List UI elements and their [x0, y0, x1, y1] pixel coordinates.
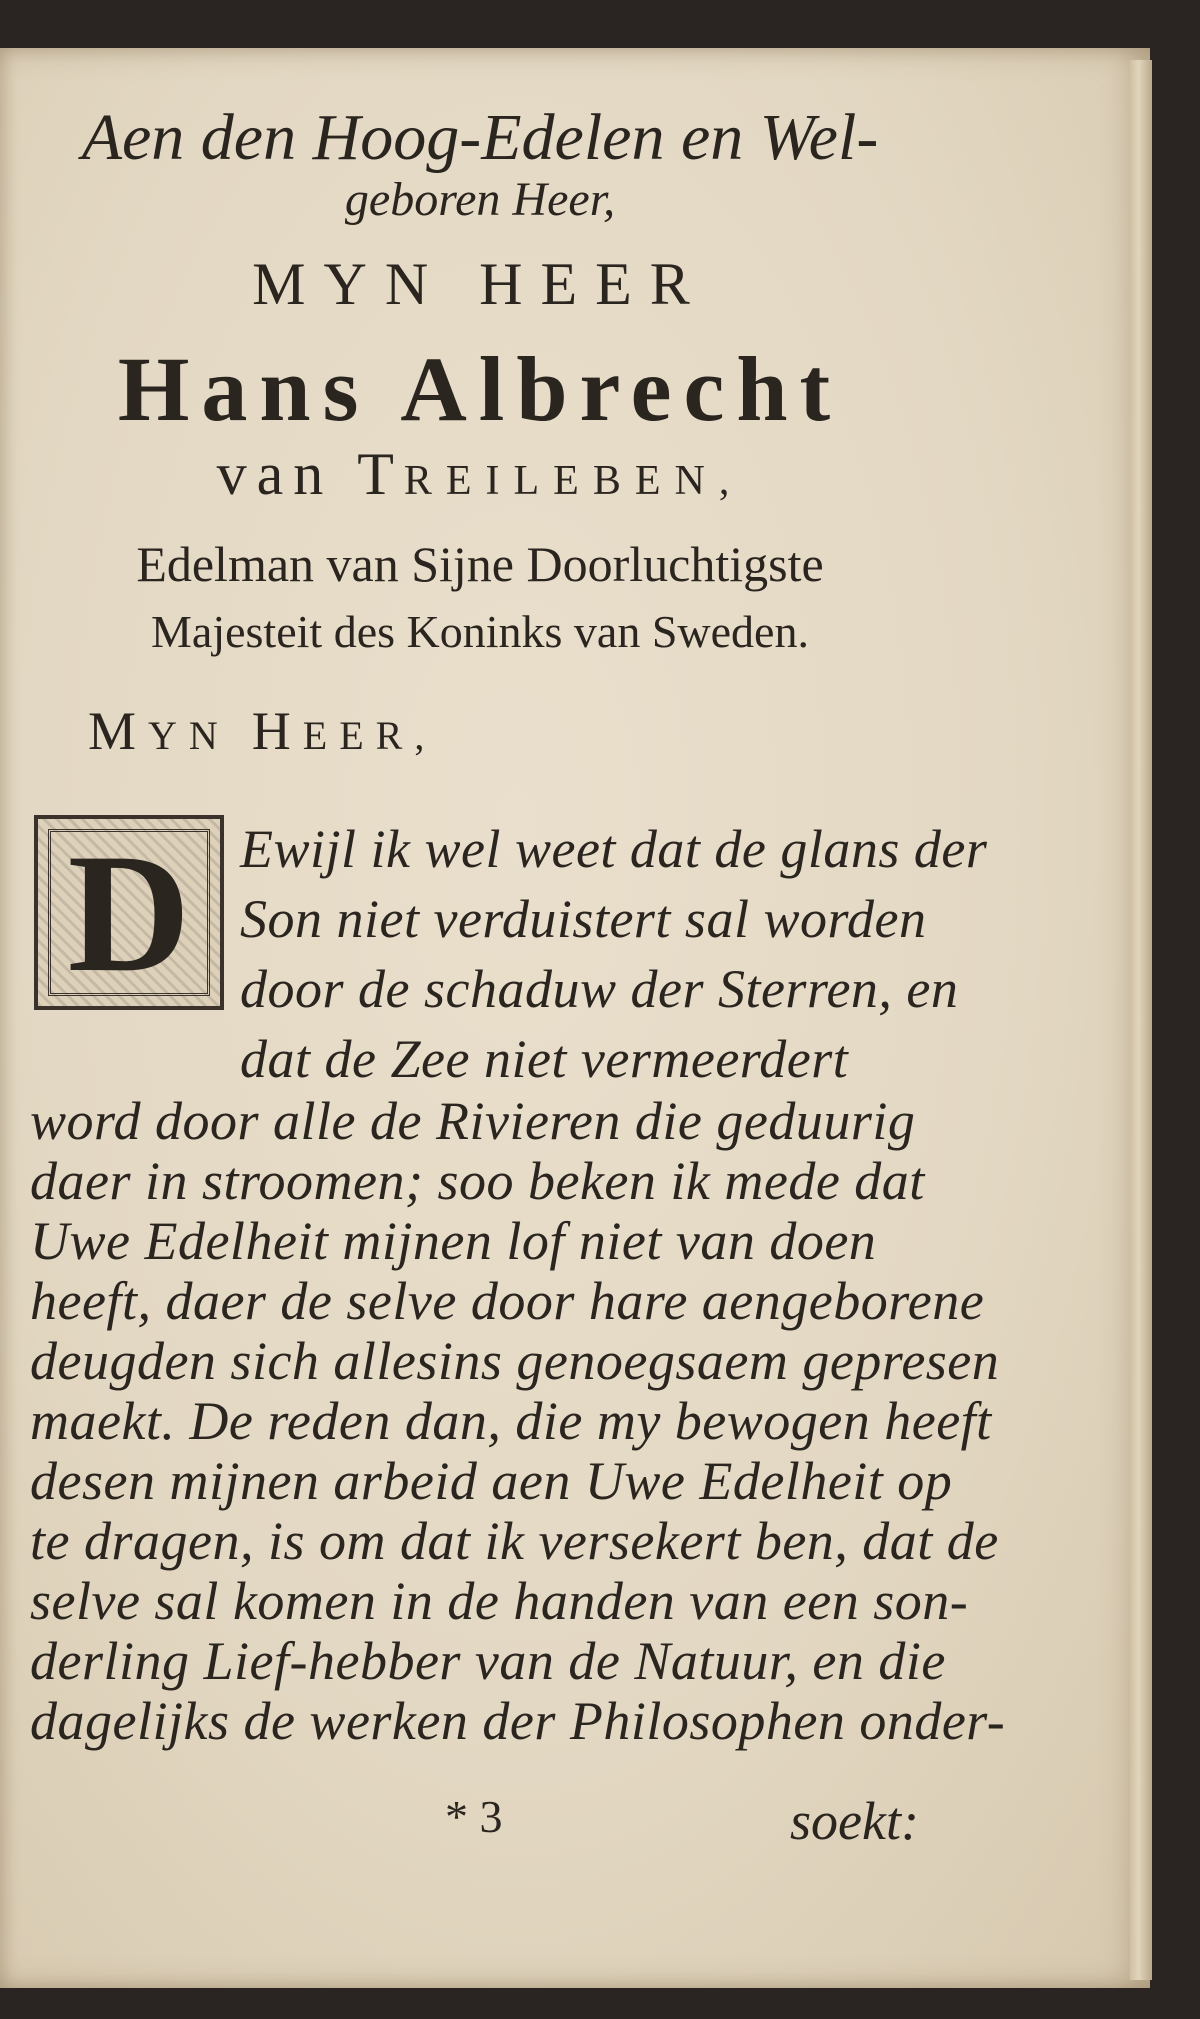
- body-line-2: Son niet verduistert sal worden: [240, 889, 927, 949]
- salutation: [88, 700, 436, 762]
- catchword: soekt:: [790, 1791, 919, 1851]
- drop-cap-letter: D: [67, 818, 191, 1007]
- name-heading: Hans Albrecht: [117, 338, 843, 440]
- body-line-3: door de schaduw der Sterren, en: [240, 959, 959, 1019]
- salutation-h: H: [251, 701, 303, 761]
- salutation-eer: EER,: [302, 713, 437, 758]
- salutation-m: M: [88, 701, 149, 761]
- decorated-initial: [34, 815, 224, 1010]
- body-line-6: daer in stroomen; soo beken ik mede dat: [30, 1151, 925, 1211]
- dedication-line-1: Aen den Hoog-Edelen en Wel-: [81, 101, 879, 174]
- page-edge: [1130, 60, 1152, 1980]
- body-line-4: dat de Zee niet vermeerdert: [240, 1029, 849, 1089]
- title-line-edelman: Edelman van Sijne Doorluchtigste: [136, 536, 824, 592]
- body-line-5: word door alle de Rivieren die geduurig: [30, 1091, 916, 1151]
- dedication-line-2: geboren Heer,: [344, 173, 616, 226]
- body-line-13: selve sal komen in de handen van een son-: [30, 1571, 969, 1631]
- body-line-10: maekt. De reden dan, die my bewogen heeft: [30, 1391, 992, 1451]
- van-treileben-heading: [0, 440, 960, 509]
- myn-heer-heading: MYN HEER: [252, 251, 708, 317]
- treileben-rest: REILEBEN,: [403, 458, 744, 504]
- salutation-yn: YN: [148, 713, 252, 758]
- body-line-14: derling Lief-hebber van de Natuur, en die: [30, 1631, 946, 1691]
- body-line-1: Ewijl ik wel weet dat de glans der: [240, 819, 988, 879]
- body-line-9: deugden sich allesins genoegsaem gepresen: [30, 1331, 1000, 1391]
- van-prefix: van: [216, 441, 358, 507]
- body-line-15: dagelijks de werken der Philosophen onder-: [30, 1691, 1006, 1751]
- body-line-11: desen mijnen arbeid aen Uwe Edelheit op: [30, 1451, 953, 1511]
- title-line-majesteit: Majesteit des Koninks van Sweden.: [151, 606, 809, 657]
- body-line-12: te dragen, is om dat ik versekert ben, dat de: [30, 1511, 999, 1571]
- body-line-7: Uwe Edelheit mijnen lof niet van doen: [30, 1211, 877, 1271]
- body-line-8: heeft, daer de selve door hare aengeborene: [30, 1271, 985, 1331]
- signature-mark: * 3: [445, 1791, 503, 1842]
- treileben-initial: T: [357, 441, 404, 507]
